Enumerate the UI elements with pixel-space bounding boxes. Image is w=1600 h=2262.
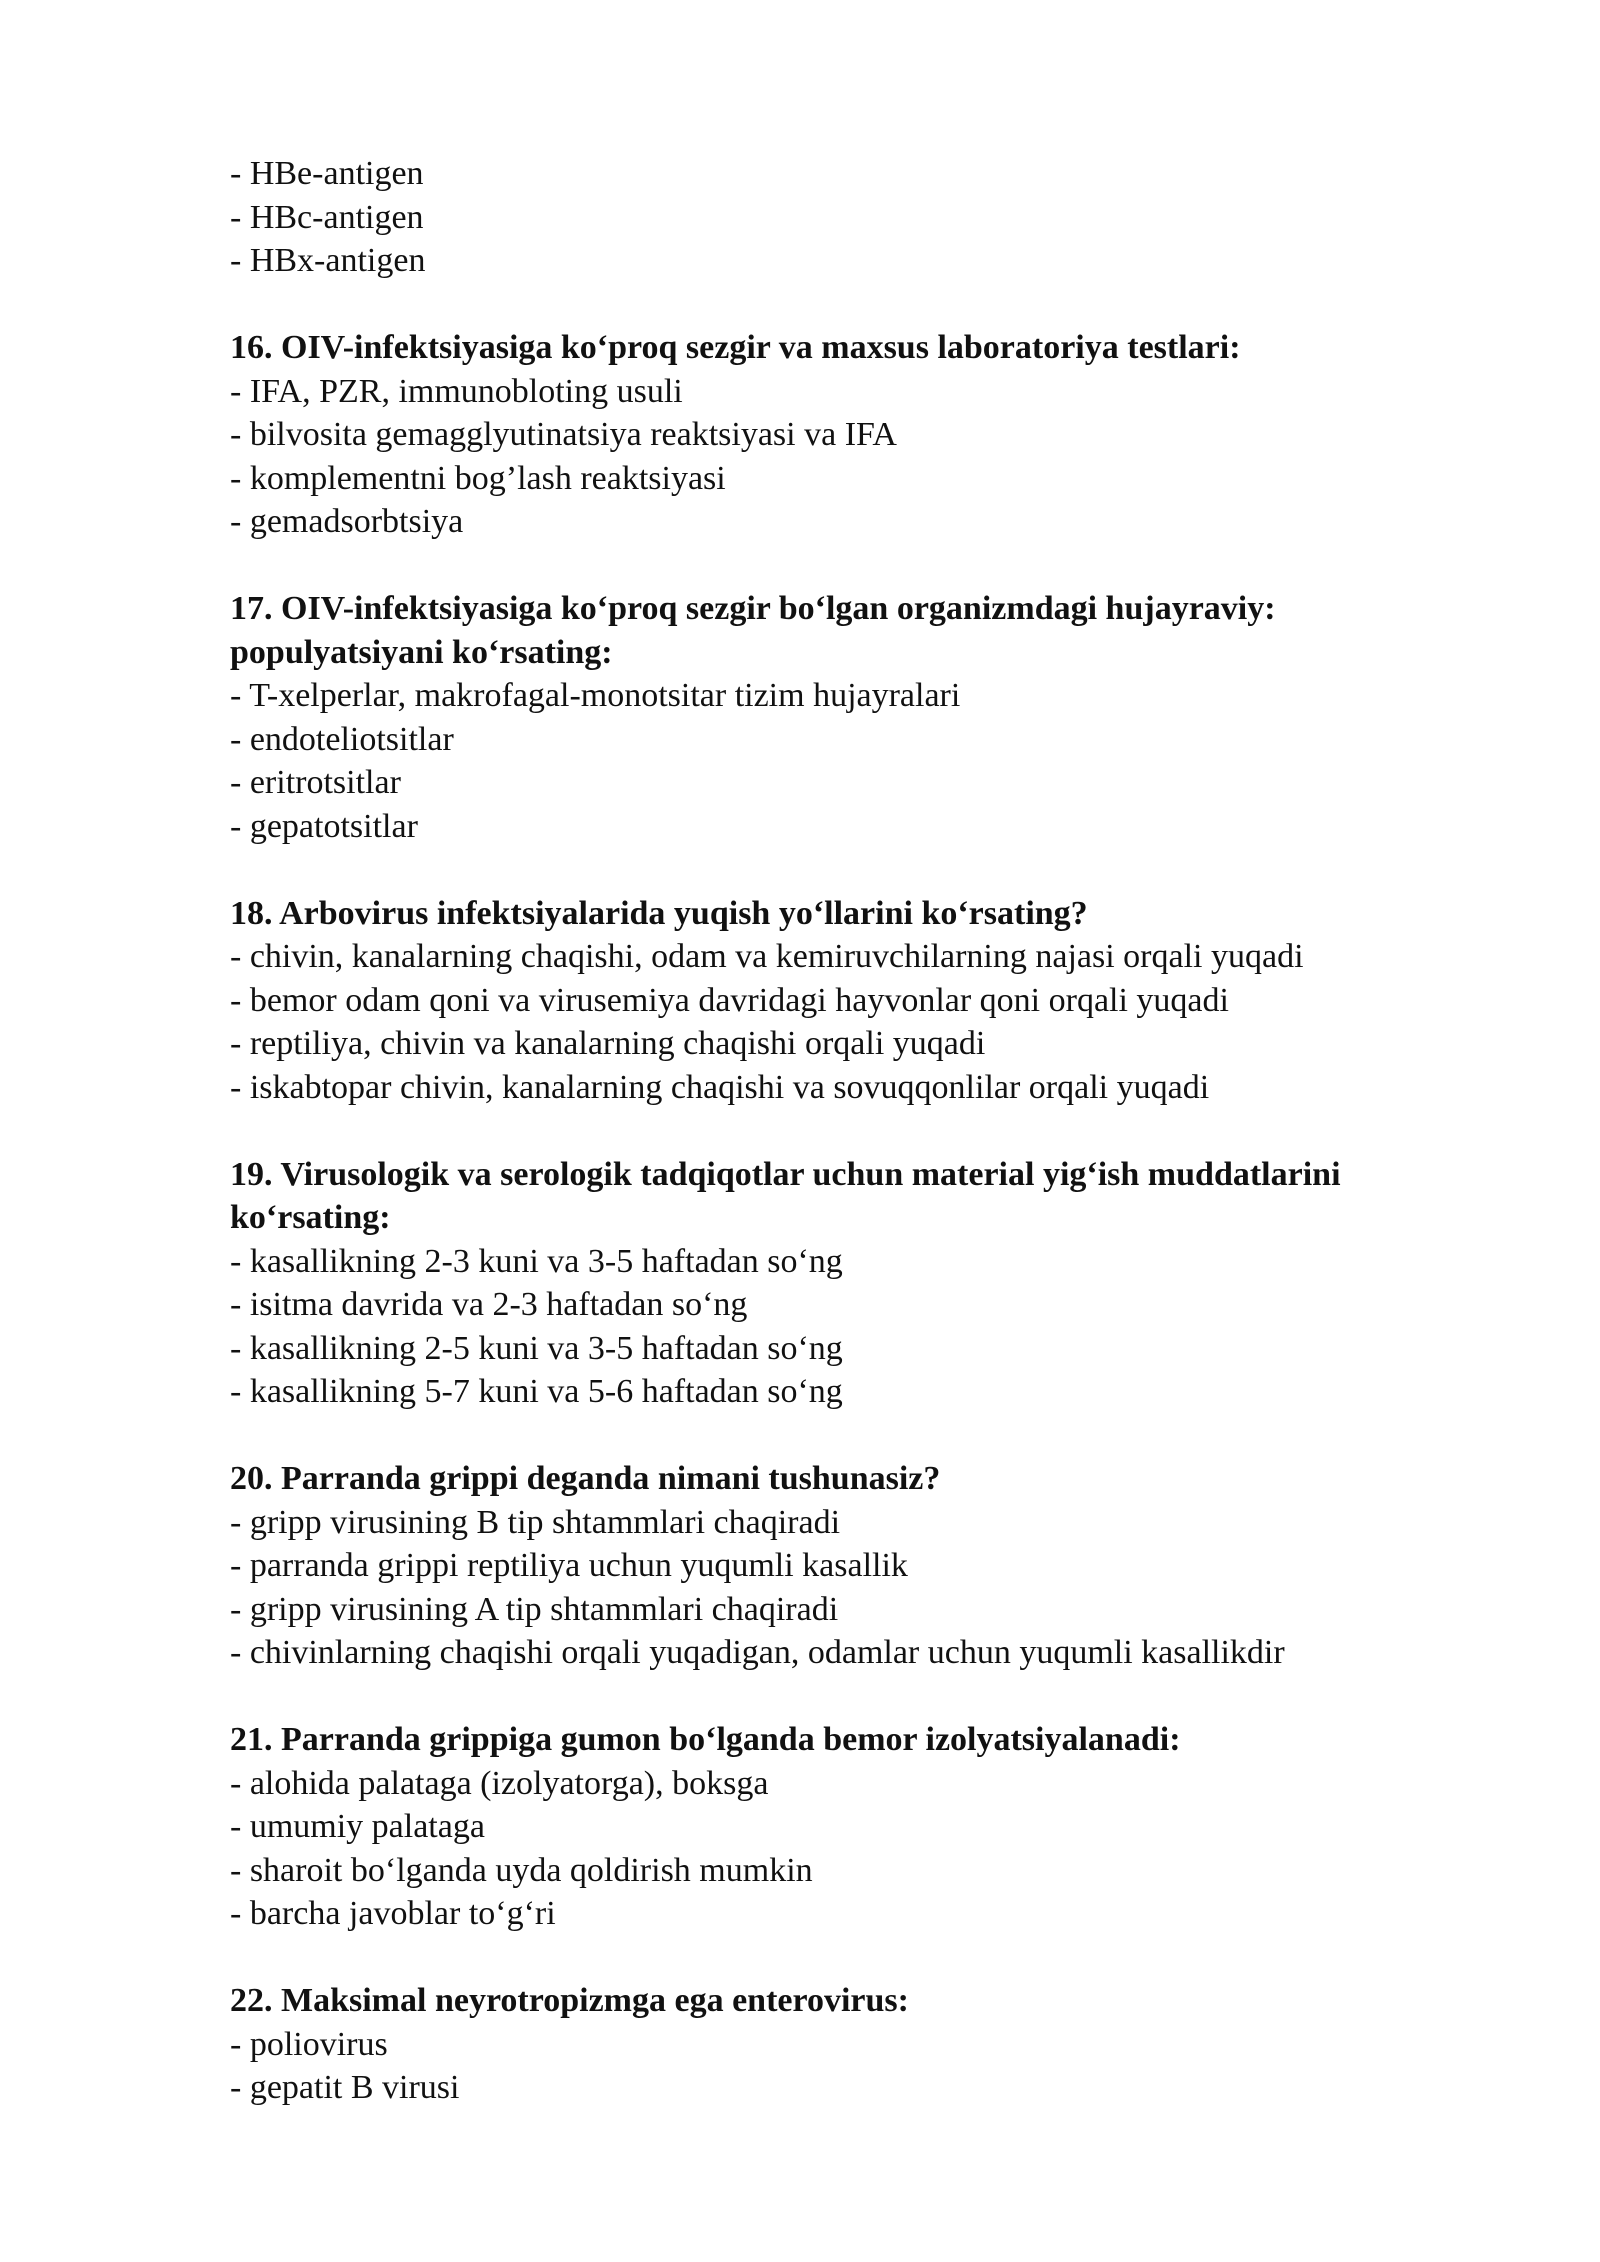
option-line: - alohida palataga (izolyatorga), boksga — [230, 1764, 769, 1802]
option-line: - gemadsorbtsiya — [230, 503, 464, 540]
option-line: - T-xelperlar, makrofagal-monotsitar tizim hujayralari — [230, 677, 961, 714]
option-line: - HBx-antigen — [230, 242, 426, 279]
question-19 — [230, 1153, 1530, 1414]
option-line: - umumiy palataga — [230, 1808, 485, 1845]
option-line: - gepatit B virusi — [230, 2069, 460, 2106]
question-title: 20. Parranda grippi deganda nimani tushunasiz? — [230, 1460, 941, 1497]
question-title: 21. Parranda grippiga gumon bo‘lganda bemor izolyatsiyalanadi: — [230, 1721, 1181, 1758]
option-line: - IFA, PZR, immunobloting usuli — [230, 372, 683, 410]
option-line: - parranda grippi reptiliya uchun yuqumli kasallik — [230, 1547, 908, 1584]
option-line: - HBc-antigen — [230, 198, 424, 236]
option-line: - bemor odam qoni va virusemiya davridagi hayvonlar qoni orqali yuqadi — [230, 981, 1229, 1019]
option-line: - gripp virusining B tip shtammlari chaqiradi — [230, 1503, 841, 1541]
option-line: - kasallikning 5-7 kuni va 5-6 haftadan so‘ng — [230, 1373, 843, 1410]
option-line: - sharoit bo‘lganda uyda qoldirish mumkin — [230, 1851, 813, 1889]
question-title: 18. Arbovirus infektsiyalarida yuqish yo‘llarini ko‘rsating? — [230, 894, 1088, 932]
question-17 — [230, 587, 1530, 848]
option-line: - bilvosita gemagglyutinatsiya reaktsiyasi va IFA — [230, 416, 897, 453]
question-18 — [230, 892, 1530, 1110]
question-title: 16. OIV-infektsiyasiga ko‘proq sezgir va maxsus laboratoriya testlari: — [230, 329, 1241, 366]
option-line: - HBe-antigen — [230, 155, 424, 192]
question-21 — [230, 1718, 1530, 1936]
option-line: - gripp virusining A tip shtammlari chaqiradi — [230, 1590, 839, 1628]
option-line: - barcha javoblar to‘g‘ri — [230, 1895, 556, 1932]
leading-options — [230, 152, 1530, 283]
document-page — [230, 152, 1530, 2110]
option-line: - chivin, kanalarning chaqishi, odam va kemiruvchilarning najasi orqali yuqadi — [230, 938, 1304, 975]
question-22 — [230, 1979, 1530, 2110]
option-line: - poliovirus — [230, 2025, 388, 2063]
option-line: - iskabtopar chivin, kanalarning chaqishi va sovuqqonlilar orqali yuqadi — [230, 1068, 1210, 1106]
option-line: - kasallikning 2-3 kuni va 3-5 haftadan so‘ng — [230, 1242, 843, 1280]
option-line: - komplementni bog’lash reaktsiyasi — [230, 459, 726, 497]
option-line: - kasallikning 2-5 kuni va 3-5 haftadan so‘ng — [230, 1329, 843, 1367]
option-line: - gepatotsitlar — [230, 807, 418, 845]
option-line: - eritrotsitlar — [230, 764, 401, 801]
question-20 — [230, 1457, 1530, 1675]
option-line: - isitma davrida va 2-3 haftadan so‘ng — [230, 1286, 748, 1323]
option-line: - endoteliotsitlar — [230, 720, 454, 758]
question-16 — [230, 326, 1530, 544]
question-title: 19. Virusologik va serologik tadqiqotlar uchun material yig‘ish muddatlarini ko‘rsating: — [230, 1155, 1341, 1236]
option-line: - chivinlarning chaqishi orqali yuqadigan, odamlar uchun yuqumli kasallikdir — [230, 1634, 1285, 1671]
question-title: 17. OIV-infektsiyasiga ko‘proq sezgir bo‘lgan organizmdagi hujayraviy: populyatsiyani ko‘rsating: — [230, 590, 1276, 671]
question-title: 22. Maksimal neyrotropizmga ega enterovirus: — [230, 1982, 909, 2019]
option-line: - reptiliya, chivin va kanalarning chaqishi orqali yuqadi — [230, 1025, 986, 1062]
